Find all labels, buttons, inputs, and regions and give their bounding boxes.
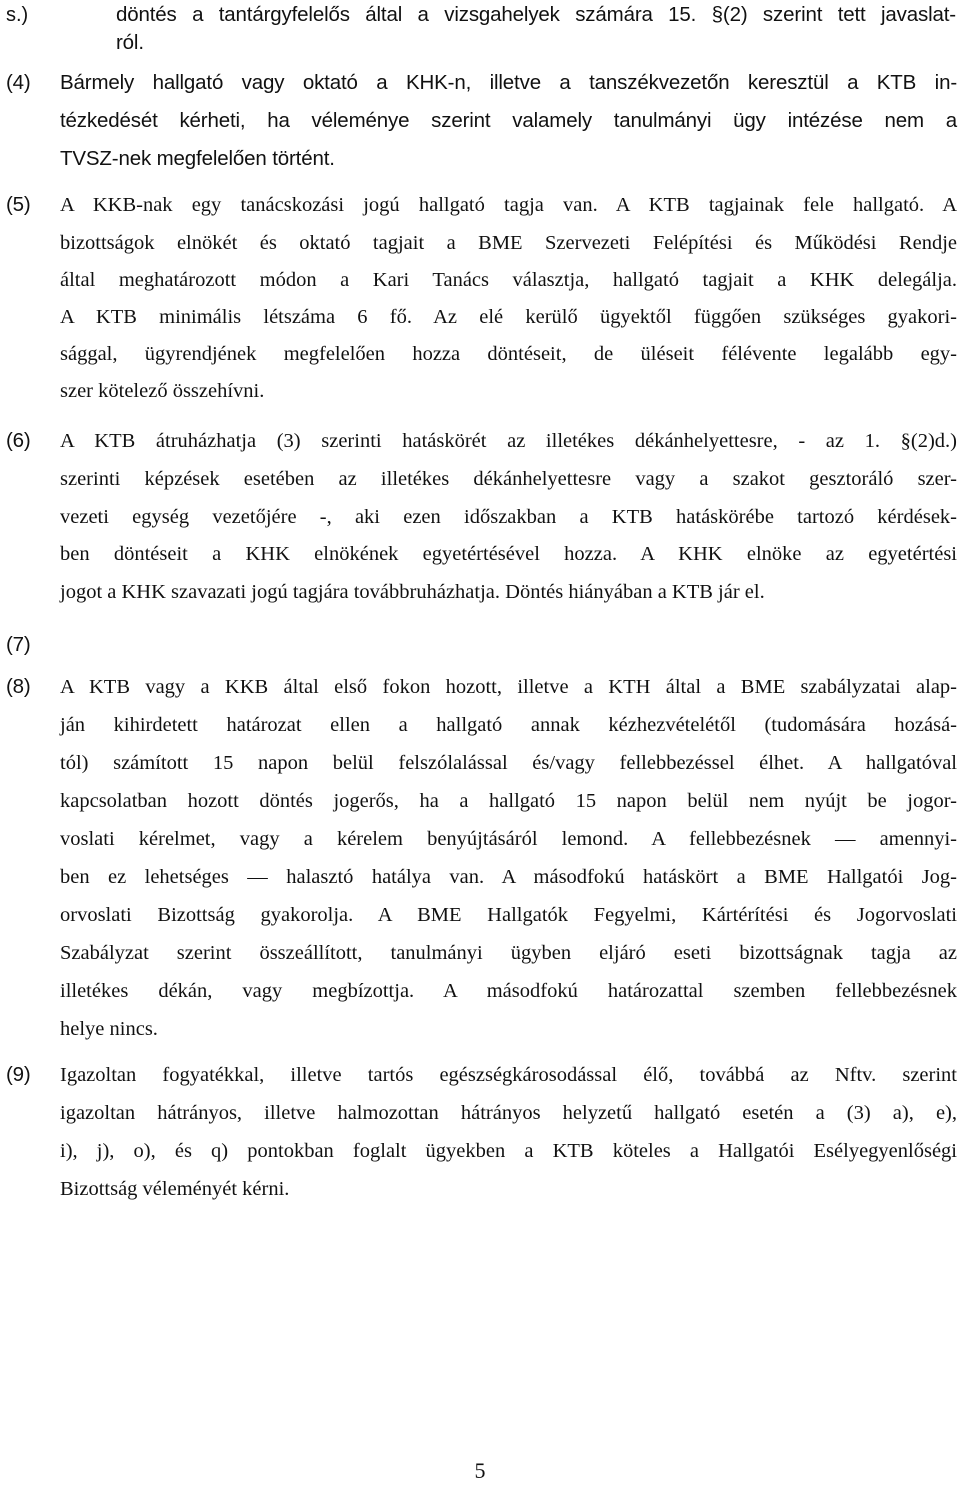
text-line: Bizottság véleményét kérni.	[60, 1178, 290, 1200]
text-line: bizottságok elnökét és oktató tagjait a BME Szervezeti Felépítési és Működési Rendje	[60, 232, 957, 254]
text-line: voslati kérelmet, vagy a kérelem benyújtásáról lemond. A fellebbezésnek — amennyi-	[60, 828, 957, 850]
text-line: A KKB-nak egy tanácskozási jogú hallgató tagja van. A KTB tagjainak fele hallgató. A	[60, 194, 957, 216]
paragraph-number: (6)	[6, 429, 31, 452]
text-line: Bármely hallgató vagy oktató a KHK-n, illetve a tanszékvezetőn keresztül a KTB in-	[60, 71, 957, 94]
item-marker: s.)	[6, 4, 29, 26]
text-line: ján kihirdetett határozat ellen a hallgató annak kézhezvételétől (tudomására hozásá-	[60, 714, 957, 736]
text-line: vezeti egység vezetőjére -, aki ezen időszakban a KTB hatáskörébe tartozó kérdések-	[60, 506, 957, 528]
text-line: tól) számított 15 napon belül felszólalással és/vagy fellebbezéssel élhet. A hallgatóval	[60, 752, 957, 774]
text-line: szerinti képzések esetében az illetékes dékánhelyettesre vagy a szakot gesztoráló szer-	[60, 468, 957, 490]
paragraph-number: (8)	[6, 675, 31, 698]
text-line: Igazoltan fogyatékkal, illetve tartós egészségkárosodással élő, továbbá az Nftv. szerint	[60, 1064, 957, 1086]
page-number: 5	[474, 1458, 486, 1483]
text-line: ben döntéseit a KHK elnökének egyetértésével hozza. A KHK elnöke az egyetértési	[60, 543, 957, 565]
text-line: ról.	[116, 31, 144, 54]
paragraph-number: (7)	[6, 633, 31, 656]
text-line: sággal, ügyrendjének megfelelően hozza döntéseit, de üléseit félévente legalább egy-	[60, 343, 957, 365]
text-line: tézkedését kérheti, ha véleménye szerint valamely tanulmányi ügy intézése nem a	[60, 109, 957, 132]
text-line: által meghatározott módon a Kari Tanács választja, hallgató tagjait a KHK delegálja.	[60, 269, 957, 291]
text-line: helye nincs.	[60, 1018, 158, 1040]
text-line: TVSZ-nek megfelelően történt.	[60, 147, 335, 170]
paragraph-number: (4)	[6, 71, 31, 94]
text-line: A KTB vagy a KKB által első fokon hozott, illetve a KTH által a BME szabályzatai alap-	[60, 676, 957, 698]
paragraph-number: (5)	[6, 193, 31, 216]
paragraph-number: (9)	[6, 1063, 31, 1086]
text-line: jogot a KHK szavazati jogú tagjára továbbruházhatja. Döntés hiányában a KTB jár el.	[60, 581, 765, 603]
text-line: ben ez lehetséges — halasztó hatálya van. A másodfokú hatáskört a BME Hallgatói Jog-	[60, 866, 957, 888]
text-line: kapcsolatban hozott döntés jogerős, ha a hallgató 15 napon belül nem nyújt be jogor-	[60, 790, 957, 812]
text-line: Szabályzat szerint összeállított, tanulmányi ügyben eljáró eseti bizottságnak tagja az	[60, 942, 957, 964]
text-line: orvoslati Bizottság gyakorolja. A BME Hallgatók Fegyelmi, Kártérítési és Jogorvoslati	[60, 904, 957, 926]
text-line: illetékes dékán, vagy megbízottja. A másodfokú határozattal szemben fellebbezésnek	[60, 980, 957, 1002]
text-line: döntés a tantárgyfelelős által a vizsgahelyek számára 15. §(2) szerint tett javaslat-	[116, 3, 956, 26]
text-line: i), j), o), és q) pontokban foglalt ügyekben a KTB köteles a Hallgatói Esélyegyenlőségi	[60, 1140, 957, 1162]
text-line: A KTB átruházhatja (3) szerinti hatáskörét az illetékes dékánhelyettesre, - az 1. §(2)d.)	[60, 430, 957, 452]
text-line: A KTB minimális létszáma 6 fő. Az elé kerülő ügyektől függően szükséges gyakori-	[60, 306, 957, 328]
text-line: szer kötelező összehívni.	[60, 380, 265, 402]
text-line: igazoltan hátrányos, illetve halmozottan hátrányos helyzetű hallgató esetén a (3) a), e),	[60, 1102, 957, 1124]
